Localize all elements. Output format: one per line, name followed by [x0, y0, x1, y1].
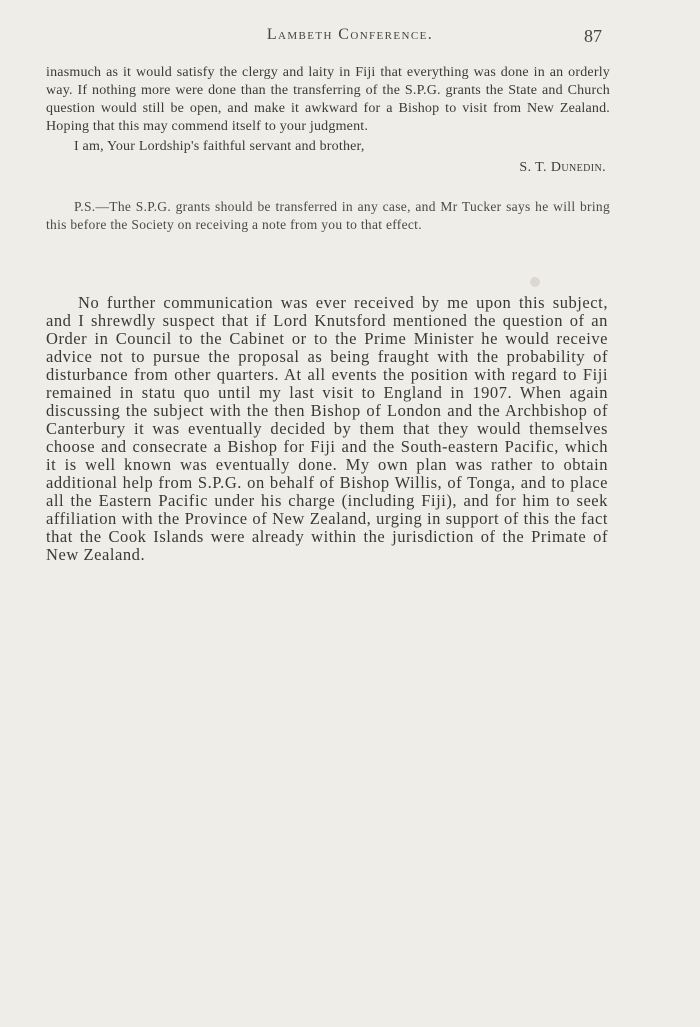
letter-paragraph: inasmuch as it would satisfy the clergy and laity in Fiji that everything was done in an orderly way. If nothing more were done than the transferring of the S.P.G. grants the State and Church question would still be open, and make it awkward for a Bishop to visit from New Zealand. Hoping that this may commend itself to your judgment. — [46, 65, 610, 134]
letter-closing: I am, Your Lordship's faithful servant and brother, — [74, 139, 365, 154]
page-number: 87 — [584, 26, 602, 46]
running-title: Lambeth Conference. — [266, 26, 434, 43]
letter-postscript: P.S.—The S.P.G. grants should be transferred in any case, and Mr Tucker says he will bring this before the Society on receiving a note from you to that effect. — [46, 199, 610, 232]
paper-blemish — [530, 277, 540, 287]
running-header — [0, 26, 700, 52]
letter-section — [46, 64, 610, 248]
signature-text: S. T. Dunedin. — [519, 160, 606, 175]
letter-signature — [46, 160, 610, 176]
body-paragraph: No further communication was ever received by me upon this subject, and I shrewdly suspect that if Lord Knutsford mentioned the question of an Order in Council to the Cabinet or to the Prime Minister he would receive advice not to pursue the proposal as being fraught with the probability of disturbance from other quarters. At all events the position with regard to Fiji remained in statu quo until my last visit to England in 1907. When again discussing the subject with the then Bishop of London and the Archbishop of Canterbury it was eventually decided by them that they would themselves choose and consecrate a Bishop for Fiji and the South-eastern Pacific, which it is well known was eventually done. My own plan was rather to obtain additional help from S.P.G. on behalf of Bishop Willis, of Tonga, and to place all the Eastern Pacific under his charge (including Fiji), and for him to seek affiliation with the Province of New Zealand, urging in support of this the fact that the Cook Islands were already within the jurisdiction of the Primate of New Zealand. — [46, 293, 608, 564]
